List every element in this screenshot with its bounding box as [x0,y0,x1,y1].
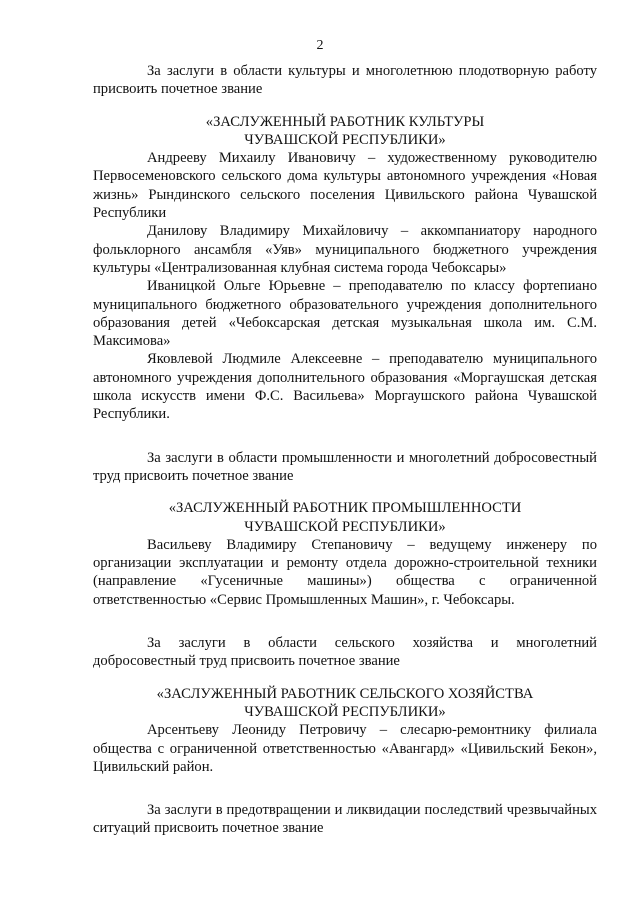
awardee-entry: Данилову Владимиру Михайловичу – аккомпаниатору народного фольклорного ансамбля «Уяв» муниципального бюджетного учреждения культуры «Централизованная клубная система города Чебоксары» [93,223,597,276]
award-intro: За заслуги в предотвращении и ликвидации последствий чрезвычайных ситуаций присвоить почетное звание [93,802,597,837]
section-industry [93,449,597,609]
award-title-line: «ЗАСЛУЖЕННЫЙ РАБОТНИК ПРОМЫШЛЕННОСТИ [168,500,522,517]
award-title-line: «ЗАСЛУЖЕННЫЙ РАБОТНИК СЕЛЬСКОГО ХОЗЯЙСТВА [156,685,534,702]
section-culture [93,62,597,424]
award-intro: За заслуги в области промышленности и многолетний добросовестный труд присвоить почетное звание [93,449,597,484]
award-title [93,113,597,150]
awardee-entry: Андрееву Михаилу Ивановичу – художественному руководителю Первосеменовского сельского дома культуры автономного учреждения «Новая жизнь» Рындинского сельского поселения Цивильского района Чувашской Республики [93,150,597,222]
section-agriculture [93,634,597,776]
awardee-entry: Яковлевой Людмиле Алексеевне – преподавателю муниципального автономного учреждения дополнительного образования «Моргаушская детская школа искусств имени Ф.С. Васильева» Моргаушского района Чувашской Республики. [93,351,597,423]
award-title [93,499,597,536]
document-body [93,62,597,838]
award-title-line: ЧУВАШСКОЙ РЕСПУБЛИКИ» [244,518,446,535]
award-title [93,685,597,722]
award-title-line: «ЗАСЛУЖЕННЫЙ РАБОТНИК КУЛЬТУРЫ [205,113,485,130]
award-intro: За заслуги в области культуры и многолетнюю плодотворную работу присвоить почетное звание [93,63,597,98]
awardee-entry: Арсентьеву Леониду Петровичу – слесарю-ремонтнику филиала общества с ограниченной ответственностью «Авангард» «Цивильский Бекон», Цивильский район. [93,722,597,775]
award-title-line: ЧУВАШСКОЙ РЕСПУБЛИКИ» [244,131,446,148]
award-title-line: ЧУВАШСКОЙ РЕСПУБЛИКИ» [244,703,446,720]
awardee-entry: Васильеву Владимиру Степановичу – ведущему инженеру по организации эксплуатации и ремонту отдела дорожно-строительной техники (направление «Гусеничные машины») общества с ограниченной ответственностью «Сервис Промышленных Машин», г. Чебоксары. [93,536,597,608]
awardee-entry: Иваницкой Ольге Юрьевне – преподавателю по классу фортепиано муниципального бюджетного образовательного учреждения дополнительного образования детей «Чебоксарская детская музыкальная школа им. С.М. Максимова» [93,278,597,350]
section-emergency [93,801,597,838]
page-number: 2 [316,38,324,53]
award-intro: За заслуги в области сельского хозяйства и многолетний добросовестный труд присвоить почетное звание [93,635,597,670]
